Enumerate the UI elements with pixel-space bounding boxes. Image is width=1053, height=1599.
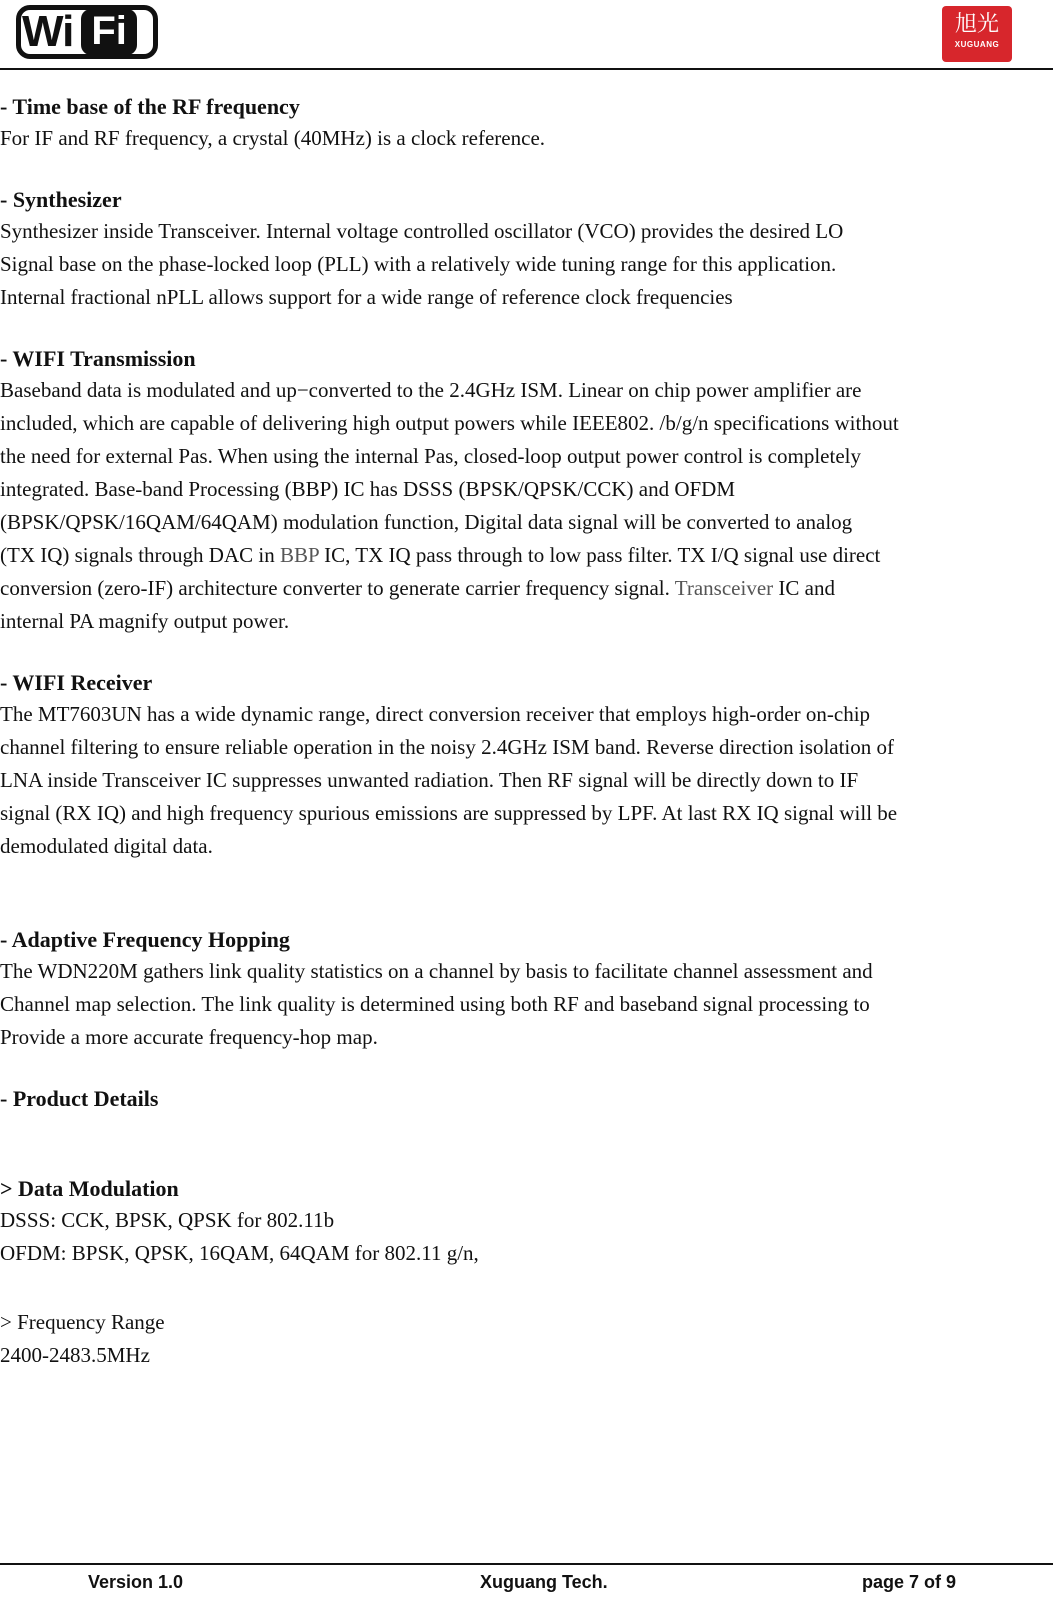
wifi-logo-fi: Fi xyxy=(81,9,137,55)
footer-page-number: page 7 of 9 xyxy=(862,1572,957,1592)
paragraph-line: included, which are capable of delivering high output powers while IEEE802. /b/g/n specifications without xyxy=(0,411,899,435)
paragraph-line: the need for external Pas. When using the internal Pas, closed-loop output power control is completely xyxy=(0,444,861,468)
section-title-wifi-receiver: - WIFI Receiver xyxy=(0,670,153,695)
paragraph-line: channel filtering to ensure reliable operation in the noisy 2.4GHz ISM band. Reverse direction isolation of xyxy=(0,735,895,759)
page-footer xyxy=(0,1572,1053,1596)
xuguang-logo-en: XUGUANG xyxy=(954,40,1000,49)
data-modulation-block xyxy=(0,1174,1040,1270)
frequency-range-label: > Frequency Range xyxy=(0,1310,165,1334)
footer-company: Xuguang Tech. xyxy=(480,1572,608,1592)
section-synthesizer xyxy=(0,185,1040,314)
paragraph-line: (BPSK/QPSK/16QAM/64QAM) modulation function, Digital data signal will be converted to analog xyxy=(0,510,853,534)
paragraph-line: Provide a more accurate frequency-hop map. xyxy=(0,1025,378,1049)
paragraph-line: Internal fractional nPLL allows support for a wide range of reference clock frequencies xyxy=(0,285,733,309)
paragraph-line: Signal base on the phase-locked loop (PLL) with a relatively wide tuning range for this application. xyxy=(0,252,837,276)
paragraph-line: For IF and RF frequency, a crystal (40MHz) is a clock reference. xyxy=(0,126,546,150)
wifi-logo-frame xyxy=(16,5,158,59)
paragraph-line: Channel map selection. The link quality is determined using both RF and baseband signal processing to xyxy=(0,992,870,1016)
paragraph-line: Baseband data is modulated and up−converted to the 2.4GHz ISM. Linear on chip power amplifier are xyxy=(0,378,862,402)
frequency-range-block xyxy=(0,1306,1040,1372)
section-title-product-details: - Product Details xyxy=(0,1086,159,1111)
text-run: IC and xyxy=(773,576,835,600)
paragraph-line: demodulated digital data. xyxy=(0,834,213,858)
section-adaptive-frequency-hopping xyxy=(0,925,1040,1054)
paragraph-line: The WDN220M gathers link quality statistics on a channel by basis to facilitate channel assessment and xyxy=(0,959,873,983)
text-run: conversion (zero-IF) architecture converter to generate carrier frequency signal. xyxy=(0,576,675,600)
header-divider xyxy=(0,68,1053,70)
section-title-time-base: - Time base of the RF frequency xyxy=(0,94,300,119)
paragraph-line: integrated. Base-band Processing (BBP) IC has DSSS (BPSK/QPSK/CCK) and OFDM xyxy=(0,477,736,501)
text-run-bbp: BBP xyxy=(279,543,319,567)
section-title-afh: - Adaptive Frequency Hopping xyxy=(0,927,290,952)
section-title-synthesizer: - Synthesizer xyxy=(0,187,122,212)
xuguang-logo xyxy=(942,6,1012,62)
paragraph-line: internal PA magnify output power. xyxy=(0,609,290,633)
section-title-wifi-transmission: - WIFI Transmission xyxy=(0,346,196,371)
modulation-line: DSSS: CCK, BPSK, QPSK for 802.11b xyxy=(0,1208,335,1232)
page-header xyxy=(0,0,1053,70)
footer-divider xyxy=(0,1563,1053,1565)
text-run-transceiver: Transceiver xyxy=(674,576,774,600)
section-product-details xyxy=(0,1084,1040,1114)
footer-version: Version 1.0 xyxy=(88,1572,184,1592)
paragraph-line xyxy=(0,572,1040,605)
data-modulation-title: > Data Modulation xyxy=(0,1176,179,1201)
modulation-line: OFDM: BPSK, QPSK, 16QAM, 64QAM for 802.11 g/n, xyxy=(0,1241,479,1265)
xuguang-logo-cn: 旭光 xyxy=(954,12,999,37)
text-run: (TX IQ) signals through DAC in xyxy=(0,543,280,567)
paragraph-line xyxy=(0,539,1040,572)
text-run: IC, TX IQ pass through to low pass filter. TX I/Q signal use direct xyxy=(318,543,881,567)
section-time-base xyxy=(0,92,1040,155)
paragraph-line: The MT7603UN has a wide dynamic range, direct conversion receiver that employs high-order on-chip xyxy=(0,702,871,726)
paragraph-line: LNA inside Transceiver IC suppresses unwanted radiation. Then RF signal will be directly down to IF xyxy=(0,768,859,792)
section-wifi-receiver xyxy=(0,668,1040,863)
paragraph-line: signal (RX IQ) and high frequency spurious emissions are suppressed by LPF. At last RX IQ signal will be xyxy=(0,801,898,825)
section-wifi-transmission xyxy=(0,344,1040,638)
paragraph-line: Synthesizer inside Transceiver. Internal voltage controlled oscillator (VCO) provides the desired LO xyxy=(0,219,844,243)
page-content xyxy=(0,92,1040,1402)
frequency-range-value: 2400-2483.5MHz xyxy=(0,1343,150,1367)
wifi-logo-wi: Wi xyxy=(22,7,74,56)
wifi-logo xyxy=(16,2,137,62)
